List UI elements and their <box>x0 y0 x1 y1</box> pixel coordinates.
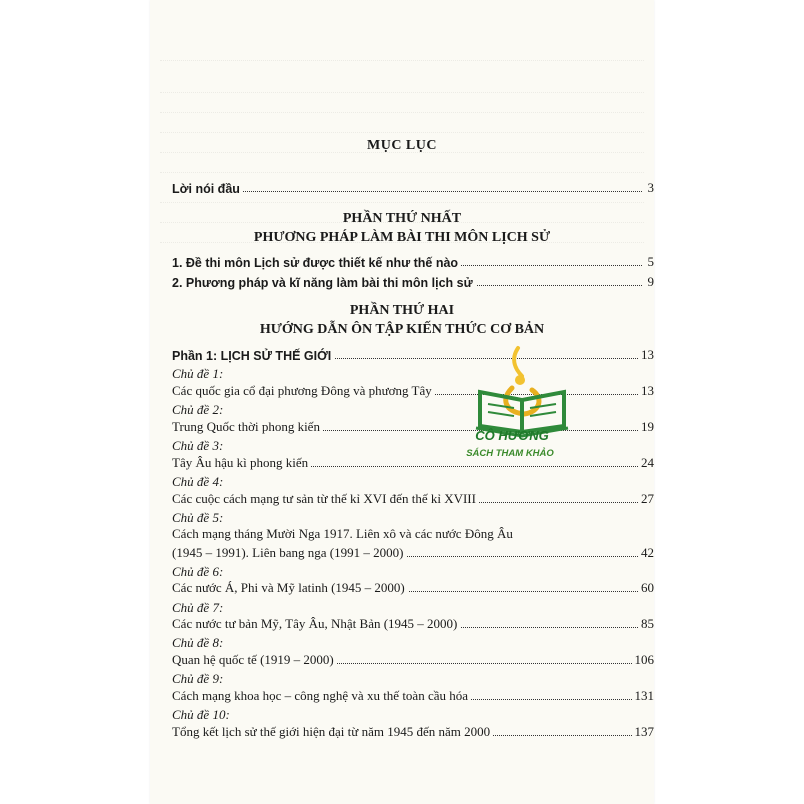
toc-entry-page: 19 <box>641 419 654 434</box>
toc-entry-page: 131 <box>634 688 654 703</box>
toc-entry[interactable] <box>172 543 654 563</box>
toc-entry[interactable] <box>172 650 654 670</box>
toc-entry-label: Các cuộc cách mạng tư sản từ thế kỉ XVI đến thế kỉ XVIII <box>172 491 479 507</box>
topic-heading: Chủ đề 1: <box>172 366 224 381</box>
toc-entry[interactable] <box>172 272 654 292</box>
toc-entry-label: Quan hệ quốc tế (1919 – 2000) <box>172 652 337 668</box>
toc-entry-page: 27 <box>641 491 654 506</box>
toc-entry-label: Trung Quốc thời phong kiến <box>172 419 323 435</box>
toc-entry-label: Cách mạng khoa học – công nghệ và xu thế toàn cầu hóa <box>172 688 471 704</box>
topic-heading: Chủ đề 8: <box>172 635 224 650</box>
toc-entry-label: 1. Đề thi môn Lịch sử được thiết kế như thế nào <box>172 256 461 270</box>
toc-entry-label: Các quốc gia cổ đại phương Đông và phương Tây <box>172 383 435 399</box>
part2-heading: PHẦN THỨ HAI <box>349 303 455 318</box>
toc-entry-label-line1[interactable]: Cách mạng tháng Mười Nga 1917. Liên xô và các nước Đông Âu <box>172 526 513 541</box>
topic-heading: Chủ đề 2: <box>172 402 224 417</box>
toc-entry[interactable] <box>172 722 654 742</box>
toc-entry[interactable] <box>172 686 654 706</box>
toc-entry[interactable] <box>172 381 654 401</box>
toc-title: MỤC LỤC <box>367 138 437 153</box>
toc-entry-page: 42 <box>641 545 654 560</box>
toc-entry-label: Tây Âu hậu kì phong kiến <box>172 455 311 471</box>
toc-entry[interactable] <box>172 614 654 634</box>
toc-entry-page: 13 <box>641 347 654 362</box>
toc-entry-page: 137 <box>634 724 654 739</box>
topic-heading: Chủ đề 9: <box>172 671 224 686</box>
toc-entry-label: 2. Phương pháp và kĩ năng làm bài thi môn lịch sử <box>172 276 476 290</box>
toc-entry-label: Lời nói đầu <box>172 182 243 196</box>
watermark-name: CÔ HƯƠNG <box>475 428 549 443</box>
toc-entry[interactable] <box>172 417 654 437</box>
part1-heading: PHẦN THỨ NHẤT <box>342 211 462 226</box>
toc-entry-page: 60 <box>641 580 654 595</box>
toc-entry-page: 5 <box>647 254 654 269</box>
toc-entry-page: 13 <box>641 383 654 398</box>
topic-heading: Chủ đề 10: <box>172 707 230 722</box>
toc-section-entry[interactable] <box>172 345 654 365</box>
topic-heading: Chủ đề 6: <box>172 564 224 579</box>
toc-entry-label: Phần 1: LỊCH SỬ THẾ GIỚI <box>172 349 334 363</box>
topic-heading: Chủ đề 4: <box>172 474 224 489</box>
part2-subheading: HƯỚNG DẪN ÔN TẬP KIẾN THỨC CƠ BẢN <box>259 322 545 337</box>
toc-entry-page: 106 <box>634 652 654 667</box>
toc-entry-page: 24 <box>641 455 654 470</box>
part1-subheading: PHƯƠNG PHÁP LÀM BÀI THI MÔN LỊCH SỬ <box>253 230 551 245</box>
toc-entry-preface[interactable] <box>172 178 654 198</box>
topic-heading: Chủ đề 7: <box>172 600 224 615</box>
toc-entry-label: Các nước tư bản Mỹ, Tây Âu, Nhật Bản (1945 – 2000) <box>172 616 460 632</box>
toc-entry-page: 9 <box>647 274 654 289</box>
toc-entry-page: 3 <box>647 180 654 195</box>
toc-entry-label: Các nước Á, Phi và Mỹ latinh (1945 – 2000) <box>172 580 408 596</box>
toc-entry-page: 85 <box>641 616 654 631</box>
toc-entry[interactable] <box>172 578 654 598</box>
watermark-subtitle: SÁCH THAM KHẢO <box>466 448 554 459</box>
toc-entry[interactable] <box>172 489 654 509</box>
toc-entry[interactable] <box>172 453 654 473</box>
topic-heading: Chủ đề 3: <box>172 438 224 453</box>
toc-entry-label: (1945 – 1991). Liên bang nga (1991 – 2000) <box>172 545 406 561</box>
toc-entry-label: Tổng kết lịch sử thế giới hiện đại từ năm 1945 đến năm 2000 <box>172 724 493 740</box>
toc-entry[interactable] <box>172 252 654 272</box>
topic-heading: Chủ đề 5: <box>172 510 224 525</box>
